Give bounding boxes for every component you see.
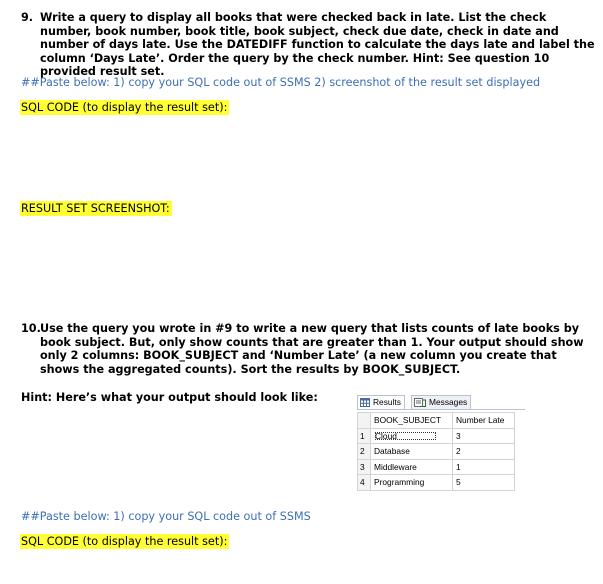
- ssms-tab-bar: [357, 395, 525, 410]
- question-10-text: Use the query you wrote in #9 to write a new query that lists counts of late books by book subject. But, only show counts that are greater than 1. Your output should show only 2 columns: BOOK_SUBJECT and ‘Number Late’ (a new column you create that shows the aggregated counts). Sort the results by BOOK_SUBJECT.: [40, 322, 584, 376]
- result-set-screenshot-label: RESULT SET SCREENSHOT:: [21, 202, 170, 215]
- paste-instruction-1: ##Paste below: 1) copy your SQL code out of SSMS 2) screenshot of the result set displayed: [21, 76, 541, 89]
- question-10: [21, 322, 599, 376]
- table-cell-count[interactable]: 3: [453, 428, 515, 444]
- messages-tab[interactable]: [411, 395, 471, 409]
- question-9-text: Write a query to display all books that were checked back in late. List the check number, book number, book title, book subject, check due date, check in date and number of days late. Use the DATEDIFF function to calculate the days late and label the column ‘Days Late’. Order the query by the check number. Hint: See question 10 provided result set.: [40, 11, 595, 79]
- table-cell-subject[interactable]: Cloud: [374, 431, 437, 441]
- paste-instruction-2: ##Paste below: 1) copy your SQL code out of SSMS: [21, 510, 311, 523]
- question-9-number: 9.: [21, 11, 34, 24]
- results-table: [357, 412, 515, 491]
- hint-text: Hint: Here’s what your output should look like:: [21, 391, 318, 404]
- table-row: [358, 475, 515, 491]
- table-cell-count[interactable]: 5: [453, 475, 515, 491]
- sql-code-label-1: SQL CODE (to display the result set):: [21, 101, 228, 114]
- table-row: [358, 459, 515, 475]
- row-number-header: [358, 413, 371, 429]
- column-header-number-late[interactable]: Number Late: [453, 413, 515, 429]
- table-cell-subject[interactable]: Middleware: [371, 459, 453, 475]
- question-9: [21, 11, 599, 79]
- row-number: 4: [358, 475, 371, 491]
- question-10-number: 10.: [21, 322, 41, 335]
- results-tab[interactable]: [357, 395, 405, 409]
- row-number: 3: [358, 459, 371, 475]
- column-header-book-subject[interactable]: BOOK_SUBJECT: [371, 413, 453, 429]
- row-number: 1: [358, 428, 371, 444]
- table-cell-count[interactable]: 1: [453, 459, 515, 475]
- messages-tab-label: Messages: [429, 397, 468, 407]
- table-header-row: [358, 413, 515, 429]
- table-cell-count[interactable]: 2: [453, 444, 515, 460]
- table-row: [358, 428, 515, 444]
- messages-icon: [414, 398, 426, 407]
- grid-icon: [360, 398, 370, 407]
- table-cell-subject[interactable]: Programming: [371, 475, 453, 491]
- row-number: 2: [358, 444, 371, 460]
- ssms-results-grid: [357, 395, 525, 489]
- sql-code-label-2: SQL CODE (to display the result set):: [21, 535, 228, 548]
- table-cell-subject[interactable]: Database: [371, 444, 453, 460]
- results-tab-label: Results: [373, 397, 401, 407]
- table-row: [358, 444, 515, 460]
